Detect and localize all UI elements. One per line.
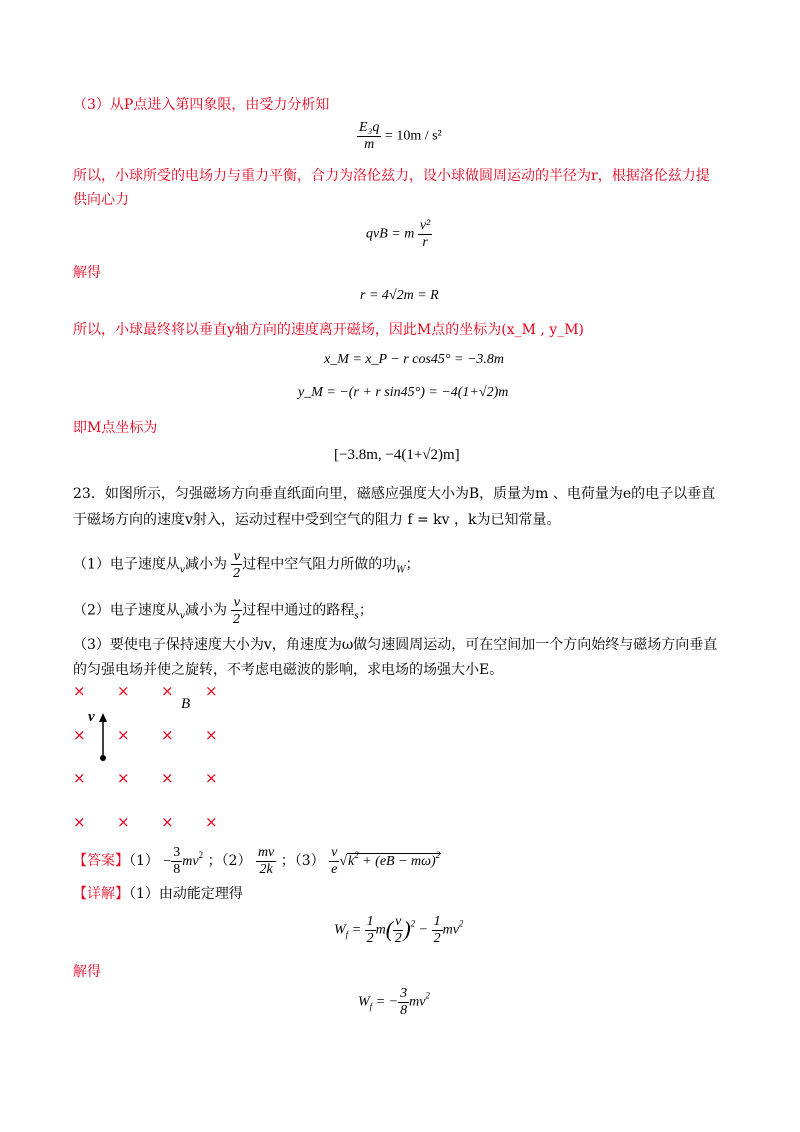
- q2-s: s: [354, 611, 359, 622]
- text-leave-field: 所以，小球最终将以垂直y轴方向的速度离开磁场，因此M点的坐标为(x_M , y_M): [73, 322, 584, 338]
- q2-text-b: 减小为: [185, 602, 228, 619]
- eq1-rhs: = 10m / s²: [384, 128, 442, 144]
- equation-xm: x_M = x_P − r cos45° = −3.8m: [324, 352, 504, 367]
- text-balance-1: 所以，小球所受的电场力与重力平衡，合力为洛伦兹力，设小球做圆周运动的半径为r，根据洛伦兹力提: [73, 168, 710, 184]
- field-cross: ×: [205, 813, 218, 831]
- answer-part-3: ；（3）: [280, 853, 325, 869]
- question-3-line-2: 的匀强电场并使之旋转，不考虑电磁波的影响，求电场的场强大小E。: [73, 662, 504, 678]
- field-cross: ×: [161, 682, 174, 700]
- solve-label-2: 解得: [73, 964, 101, 980]
- solve-label-1: 解得: [73, 265, 101, 281]
- q2-frac-den: 2: [233, 612, 241, 626]
- answer-3-expr: $\frac{v}{e}$ $√k^2 + (eB - m\omega)^2$: [331, 845, 441, 878]
- equation-work-energy: $W_f$ = $\frac{1}{2}$ m( $\frac{v}{2}$ )$^2$ − $\frac{1}{2}$ $mv^2$: [334, 914, 464, 946]
- equation-lorentz: [366, 218, 432, 251]
- q2-frac-num: v: [233, 595, 241, 609]
- answer-1-expr: − $\frac{3}{8}$ $mv^2$: [163, 845, 204, 878]
- question-1: [73, 548, 420, 581]
- q1-frac-num: v: [233, 549, 241, 563]
- question-3-line-1: （3）要使电子保持速度大小为v，角速度为ω做匀速圆周运动，可在空间加一个方向始终与磁场方向垂直: [73, 637, 718, 653]
- detail-line: [73, 884, 243, 904]
- equation-radius: r = 4√2m = R: [360, 288, 439, 303]
- q2-text-a: （2）电子速度从: [73, 602, 180, 619]
- q2-text-c: 过程中通过的路程: [242, 602, 355, 619]
- eq1-denominator: m: [364, 137, 375, 152]
- field-cross: ×: [205, 726, 218, 744]
- field-cross: ×: [117, 726, 130, 744]
- q1-text-c: 过程中空气阻力所做的功: [242, 556, 397, 573]
- field-cross: ×: [117, 682, 130, 700]
- field-cross: ×: [117, 769, 130, 787]
- q23-line-2: 于磁场方向的速度v射入，运动过程中受到空气的阻力 f = kv ，k为已知常量。: [73, 512, 561, 528]
- part3-header: （3）从P点进入第四象限，由受力分析知: [73, 97, 330, 113]
- q2-text-d: ；: [358, 602, 373, 619]
- equation-work-result: $W_f$ = − $\frac{3}{8}$ $mv^2$: [358, 986, 430, 1018]
- q23-line-1: 23．如图所示，匀强磁场方向垂直纸面向里，磁感应强度大小为B，质量为m 、电荷量为e的电子以垂直: [73, 486, 716, 502]
- field-cross: ×: [161, 726, 174, 744]
- field-cross: ×: [73, 769, 86, 787]
- eq1-numerator: E₃q: [359, 120, 380, 135]
- q1-text-d: ；: [405, 556, 420, 573]
- answer-2-expr: $\frac{mv}{2k}$: [257, 845, 275, 878]
- text-m-coordinate: 即M点坐标为: [73, 420, 158, 436]
- field-cross: ×: [73, 726, 86, 744]
- velocity-arrow: [96, 712, 110, 762]
- equation-m-point: [−3.8m, −4(1+√2)m]: [334, 447, 460, 463]
- text-balance-2: 供向心力: [73, 192, 129, 208]
- field-cross: ×: [161, 769, 174, 787]
- question-2: [73, 594, 373, 627]
- answer-line: [73, 845, 441, 878]
- field-cross: ×: [205, 682, 218, 700]
- q1-frac-den: 2: [233, 566, 241, 580]
- detail-text: （1）由动能定理得: [129, 886, 243, 902]
- field-cross: ×: [73, 813, 86, 831]
- eq2-lhs: qvB = m: [366, 226, 415, 242]
- q1-text-a: （1）电子速度从: [73, 556, 180, 573]
- field-cross: ×: [205, 769, 218, 787]
- field-cross: ×: [117, 813, 130, 831]
- detail-tag: 【详解】: [73, 886, 129, 902]
- equation-accel: [357, 120, 442, 153]
- field-cross: ×: [73, 682, 86, 700]
- q1-v: v: [179, 565, 186, 576]
- field-cross: ×: [161, 813, 174, 831]
- eq2-numerator: v²: [419, 218, 431, 233]
- q1-w: W: [396, 565, 406, 576]
- answer-tag: 【答案】: [73, 853, 129, 869]
- v-label: v: [88, 709, 95, 725]
- q2-v: v: [179, 611, 186, 622]
- q1-text-b: 减小为: [185, 556, 228, 573]
- eq2-denominator: r: [422, 235, 428, 250]
- answer-part-2: ；（2）: [207, 853, 252, 869]
- equation-ym: y_M = −(r + r sin45°) = −4(1+√2)m: [298, 385, 509, 400]
- answer-part-1: （1）: [129, 853, 159, 869]
- b-label: B: [181, 696, 191, 712]
